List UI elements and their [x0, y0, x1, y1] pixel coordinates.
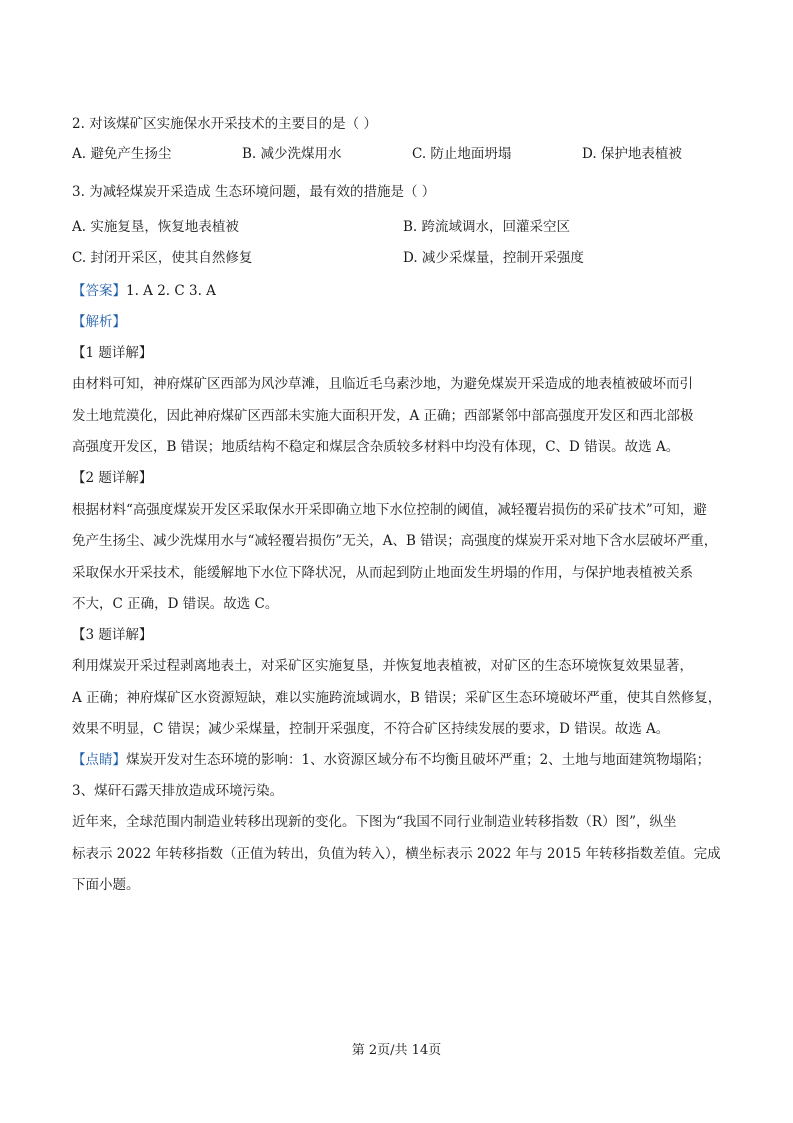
detail-3-title: 【3 题详解】: [72, 627, 153, 643]
answer-line: [72, 281, 216, 301]
detail-3-line: 利用煤炭开采过程剥离地表土，对采矿区实施复垦，并恢复地表植被，对矿区的生态环境恢复效果显著，: [72, 658, 693, 674]
q3-option-a: A. 实施复垦，恢复地表植被: [72, 219, 239, 235]
intro-line: 标表示 2022 年转移指数（正值为转出，负值为转入），横坐标表示 2022 年与 2015 年转移指数差值。完成: [72, 846, 721, 862]
answer-label: 【答案】: [72, 283, 126, 299]
page-footer: 第 2页/共 14页: [351, 1043, 442, 1058]
detail-2-line: 采取保水开采技术，能缓解地下水位下降状况，从而起到防止地面发生坍塌的作用，与保护地表植被关系: [72, 565, 693, 581]
tip-label: 【点睛】: [72, 752, 126, 768]
detail-2-title: 【2 题详解】: [72, 470, 153, 486]
detail-3-line: A 正确；神府煤矿区水资源短缺，难以实施跨流域调水，B 错误；采矿区生态环境破坏严重，使其自然修复，: [72, 690, 722, 706]
tip-line-2: 3、煤矸石露天排放造成环境污染。: [72, 783, 284, 799]
q3-stem: 3. 为减轻煤炭开采造成 生态环境问题，最有效的措施是（ ）: [72, 184, 436, 200]
detail-1-line: 发土地荒漠化，因此神府煤矿区西部未实施大面积开发，A 正确；西部紧邻中部高强度开发区和西北部极: [72, 408, 694, 424]
q3-option-b: B. 跨流域调水，回灌采空区: [403, 219, 571, 235]
q3-option-d: D. 减少采煤量，控制开采强度: [403, 250, 584, 266]
q2-option-a: A. 避免产生扬尘: [72, 146, 172, 162]
tip-line: [72, 750, 710, 770]
detail-2-line: 根据材料“高强度煤炭开发区采取保水开采即确立地下水位控制的阈值，减轻覆岩损伤的采矿技术”可知，避: [72, 502, 707, 518]
detail-3-line: 效果不明显，C 错误；减少采煤量，控制开采强度，不符合矿区持续发展的要求，D 错误。故选 A。: [72, 721, 670, 737]
q3-option-c: C. 封闭开采区，使其自然修复: [72, 250, 253, 266]
detail-2-line: 免产生扬尘、减少洗煤用水与“减轻覆岩损伤”无关，A、B 错误；高强度的煤炭开采对地下含水层破坏严重，: [72, 533, 718, 549]
detail-1-line: 由材料可知，神府煤矿区西部为风沙草滩，且临近毛乌素沙地，为避免煤炭开采造成的地表植被破坏而引: [72, 376, 693, 392]
detail-2-line: 不大，C 正确，D 错误。故选 C。: [72, 596, 279, 612]
q2-stem: 2. 对该煤矿区实施保水开采技术的主要目的是（ ）: [72, 116, 377, 132]
answer-value: 1. A 2. C 3. A: [126, 283, 216, 299]
q2-option-c: C. 防止地面坍塌: [412, 146, 512, 162]
detail-1-line: 高强度开发区，B 错误；地质结构不稳定和煤层含杂质较多材料中均没有体现，C、D 错误。故选 A。: [72, 439, 680, 455]
intro-line: 近年来，全球范围内制造业转移出现新的变化。下图为“我国不同行业制造业转移指数（R）图”，纵坐: [72, 814, 677, 830]
tip-text: 煤炭开发对生态环境的影响：1、水资源区域分布不均衡且破坏严重；2、土地与地面建筑物塌陷；: [126, 752, 711, 768]
q2-option-b: B. 减少洗煤用水: [242, 146, 342, 162]
analysis-label: 【解析】: [72, 314, 126, 330]
intro-line: 下面小题。: [72, 877, 140, 893]
q2-option-d: D. 保护地表植被: [582, 146, 682, 162]
detail-1-title: 【1 题详解】: [72, 345, 153, 361]
